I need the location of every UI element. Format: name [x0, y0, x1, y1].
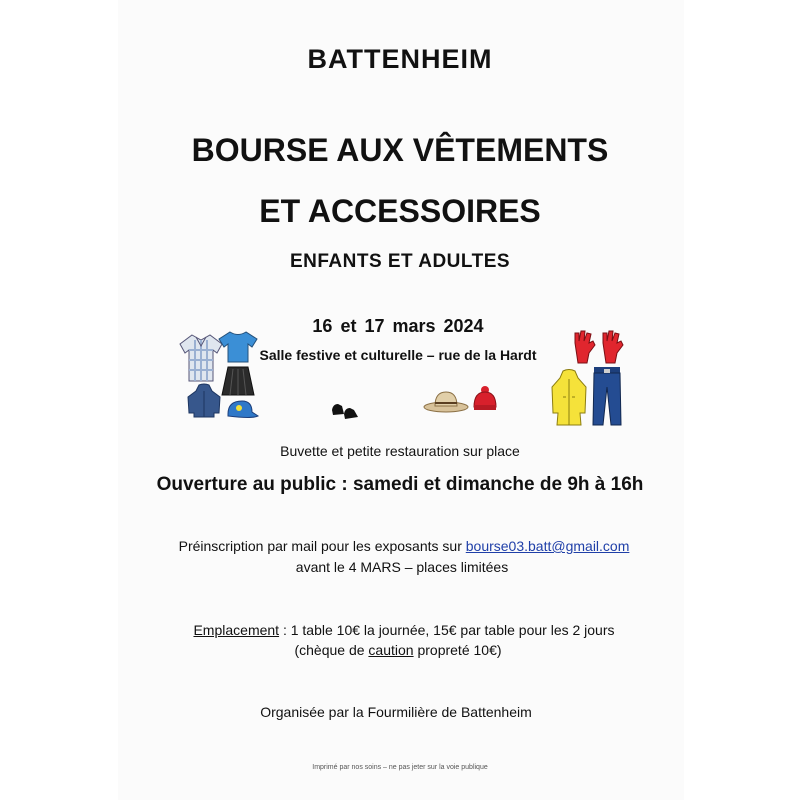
pricing-text: : 1 table 10€ la journée, 15€ par table pour les 2 jours [279, 622, 615, 638]
jeans-icon [590, 365, 624, 427]
title-line-2: ET ACCESSOIRES [259, 193, 541, 229]
deposit-prefix: (chèque de [294, 642, 369, 658]
opening-hours: Ouverture au public : samedi et dimanche de 9h à 16h [156, 474, 644, 495]
preregistration-text: Préinscription par mail pour les exposants sur [178, 538, 466, 554]
deposit-word: caution [368, 642, 414, 658]
shoes-icon [330, 398, 360, 422]
pricing-label: Emplacement [193, 622, 280, 638]
event-venue: Salle festive et culturelle – rue de la Hardt [259, 347, 537, 363]
pricing-line [4, 622, 800, 638]
deposit-line [0, 642, 798, 658]
sunhat-icon [423, 388, 469, 414]
preregistration-line [4, 538, 800, 554]
email-link[interactable]: bourse03.batt@gmail.com [465, 538, 630, 554]
subtitle: ENFANTS ET ADULTES [289, 251, 511, 272]
beanie-icon [471, 385, 499, 413]
registration-deadline: avant le 4 MARS – places limitées [295, 559, 509, 575]
title-line-1: BOURSE AUX VÊTEMENTS [191, 132, 609, 168]
footer-note: Imprimé par nos soins – ne pas jeter sur la voie publique [312, 764, 488, 771]
organizer: Organisée par la Fourmilière de Battenheim [260, 704, 532, 720]
catering-note: Buvette et petite restauration sur place [280, 443, 520, 459]
gloves-icon [571, 329, 627, 365]
tshirt-icon [218, 330, 258, 364]
jacket-icon [186, 383, 222, 419]
event-dates: 16 et 17 mars 2024 [312, 316, 484, 336]
town-name: BATTENHEIM [307, 44, 493, 74]
cap-icon [222, 398, 260, 420]
deposit-suffix: propreté 10€) [413, 642, 502, 658]
skirt-icon [220, 365, 256, 397]
raincoat-icon [550, 369, 588, 427]
